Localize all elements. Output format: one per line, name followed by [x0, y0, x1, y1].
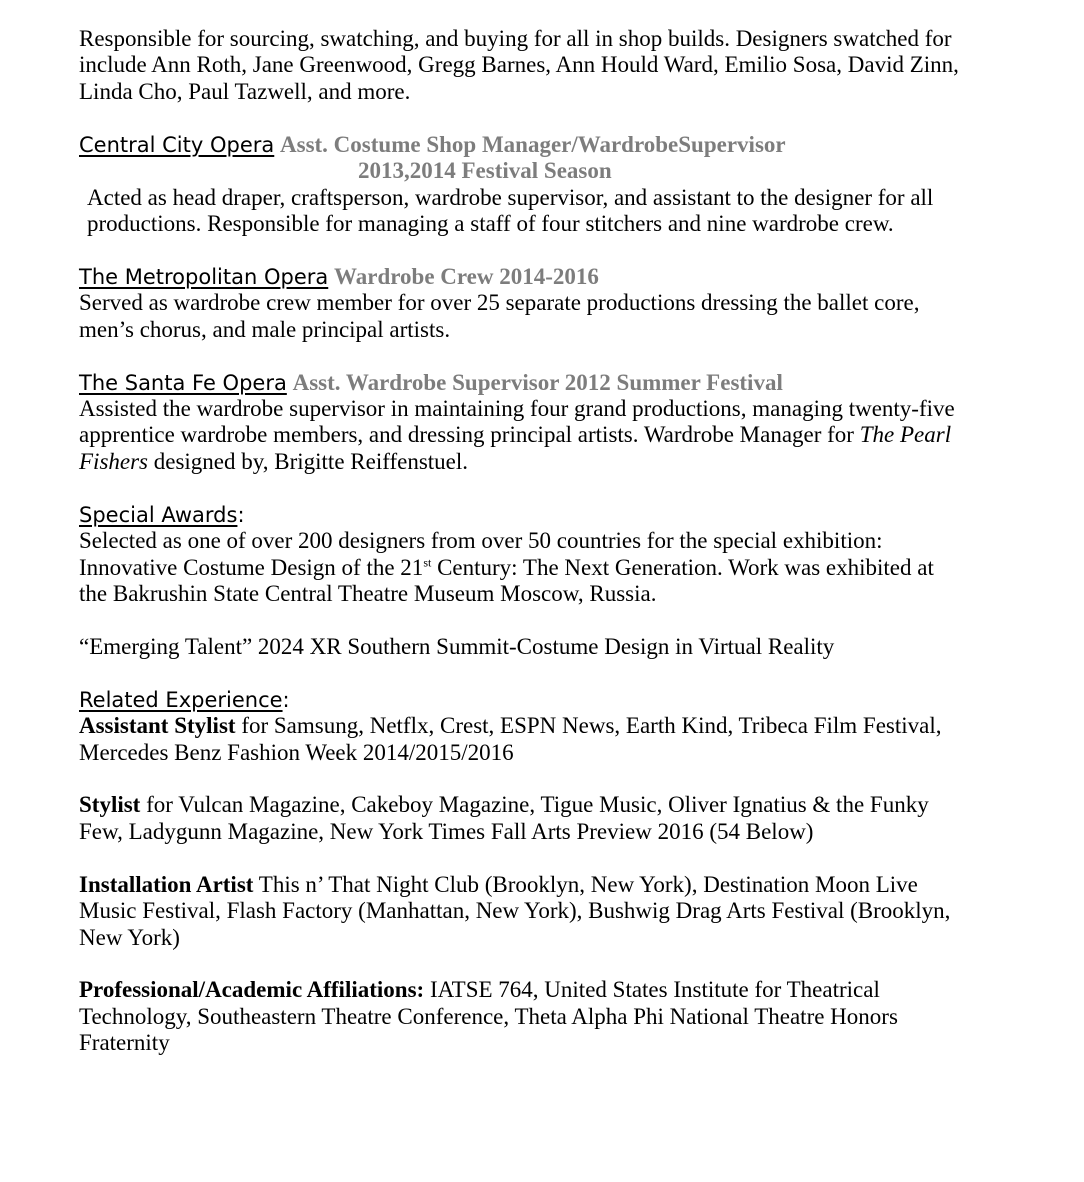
related-item-title: Installation Artist	[79, 871, 254, 897]
job-description-text: Assisted the wardrobe supervisor in maintaining four grand productions, managing twenty-five apprentice wardrobe members, and dressing principal artists. Wardrobe Manager for	[79, 395, 955, 448]
job-season: 2013,2014 Festival Season	[358, 158, 612, 184]
award-item	[79, 528, 959, 607]
related-item-text: for Samsung, Netflx, Crest, ESPN News, Earth Kind, Tribeca Film Festival, Mercedes Benz Fashion Week 2014/2015/2016	[79, 713, 942, 765]
job-org: The Metropolitan Opera	[79, 264, 329, 289]
related-item	[79, 872, 959, 951]
related-item-title: Assistant Stylist	[79, 713, 236, 739]
related-item-title: Stylist	[79, 792, 141, 818]
ordinal-suffix: st	[423, 554, 432, 569]
section-heading	[79, 687, 959, 713]
job-santa-fe-opera	[79, 370, 959, 476]
job-description-text: designed by, Brigitte Reiffenstuel.	[148, 448, 469, 474]
job-central-city-opera	[79, 132, 959, 238]
related-item	[79, 713, 959, 766]
special-awards-section	[79, 502, 959, 661]
job-org: Central City Opera	[79, 132, 275, 157]
award-text: Selected as one of over 200 designers from over 50 countries for the special exhibition: Innovative Costume Design of the 21	[79, 528, 883, 580]
resume-page	[79, 26, 959, 1057]
related-item-text: for Vulcan Magazine, Cakeboy Magazine, Tigue Music, Oliver Ignatius & the Funky Few, Ladygunn Magazine, New York Times Fall Arts Preview 2016 (54 Below)	[79, 792, 929, 844]
section-heading-colon: :	[282, 687, 290, 712]
related-item	[79, 792, 959, 845]
job-role: Wardrobe Crew 2014-2016	[334, 263, 599, 289]
job-description	[79, 396, 959, 475]
section-heading	[79, 502, 959, 528]
section-heading-label: Special Awards	[79, 502, 238, 527]
related-item-text: IATSE 764, United States Institute for Theatrical Technology, Southeastern Theatre Conference, Theta Alpha Phi National Theatre Honors Fraternity	[79, 977, 898, 1056]
job-heading	[79, 264, 959, 290]
intro-paragraph: Responsible for sourcing, swatching, and buying for all in shop builds. Designers swatched for include Ann Roth, Jane Greenwood, Gregg Barnes, Ann Hould Ward, Emilio Sosa, David Zinn, Linda Cho, Paul Tazwell, and more.	[79, 26, 959, 104]
job-role: Asst. Wardrobe Supervisor 2012 Summer Festival	[292, 369, 783, 395]
job-org: The Santa Fe Opera	[79, 370, 287, 395]
section-heading-label: Related Experience	[79, 687, 283, 712]
job-metropolitan-opera	[79, 264, 959, 343]
job-heading	[79, 132, 959, 185]
job-description: Acted as head draper, craftsperson, wardrobe supervisor, and assistant to the designer for all productions. Responsible for managing a staff of four stitchers and nine wardrobe crew.	[87, 184, 934, 236]
job-description: Served as wardrobe crew member for over 25 separate productions dressing the ballet core, men’s chorus, and male principal artists.	[79, 290, 920, 342]
related-item-title: Professional/Academic Affiliations:	[79, 977, 425, 1003]
production-title: The Pearl Fishers	[79, 422, 952, 474]
related-item	[79, 977, 959, 1056]
related-item-text: This n’ That Night Club (Brooklyn, New York), Destination Moon Live Music Festival, Flash Factory (Manhattan, New York), Bushwig Drag Arts Festival (Brooklyn, New York)	[79, 871, 951, 950]
award-item: “Emerging Talent” 2024 XR Southern Summit-Costume Design in Virtual Reality	[79, 633, 835, 659]
section-heading-colon: :	[237, 502, 245, 527]
related-experience-section	[79, 687, 959, 1057]
award-text: Century: The Next Generation. Work was exhibited at the Bakrushin State Central Theatre Museum Moscow, Russia.	[79, 554, 934, 606]
job-heading	[79, 370, 959, 396]
job-role: Asst. Costume Shop Manager/WardrobeSupervisor	[280, 131, 786, 157]
